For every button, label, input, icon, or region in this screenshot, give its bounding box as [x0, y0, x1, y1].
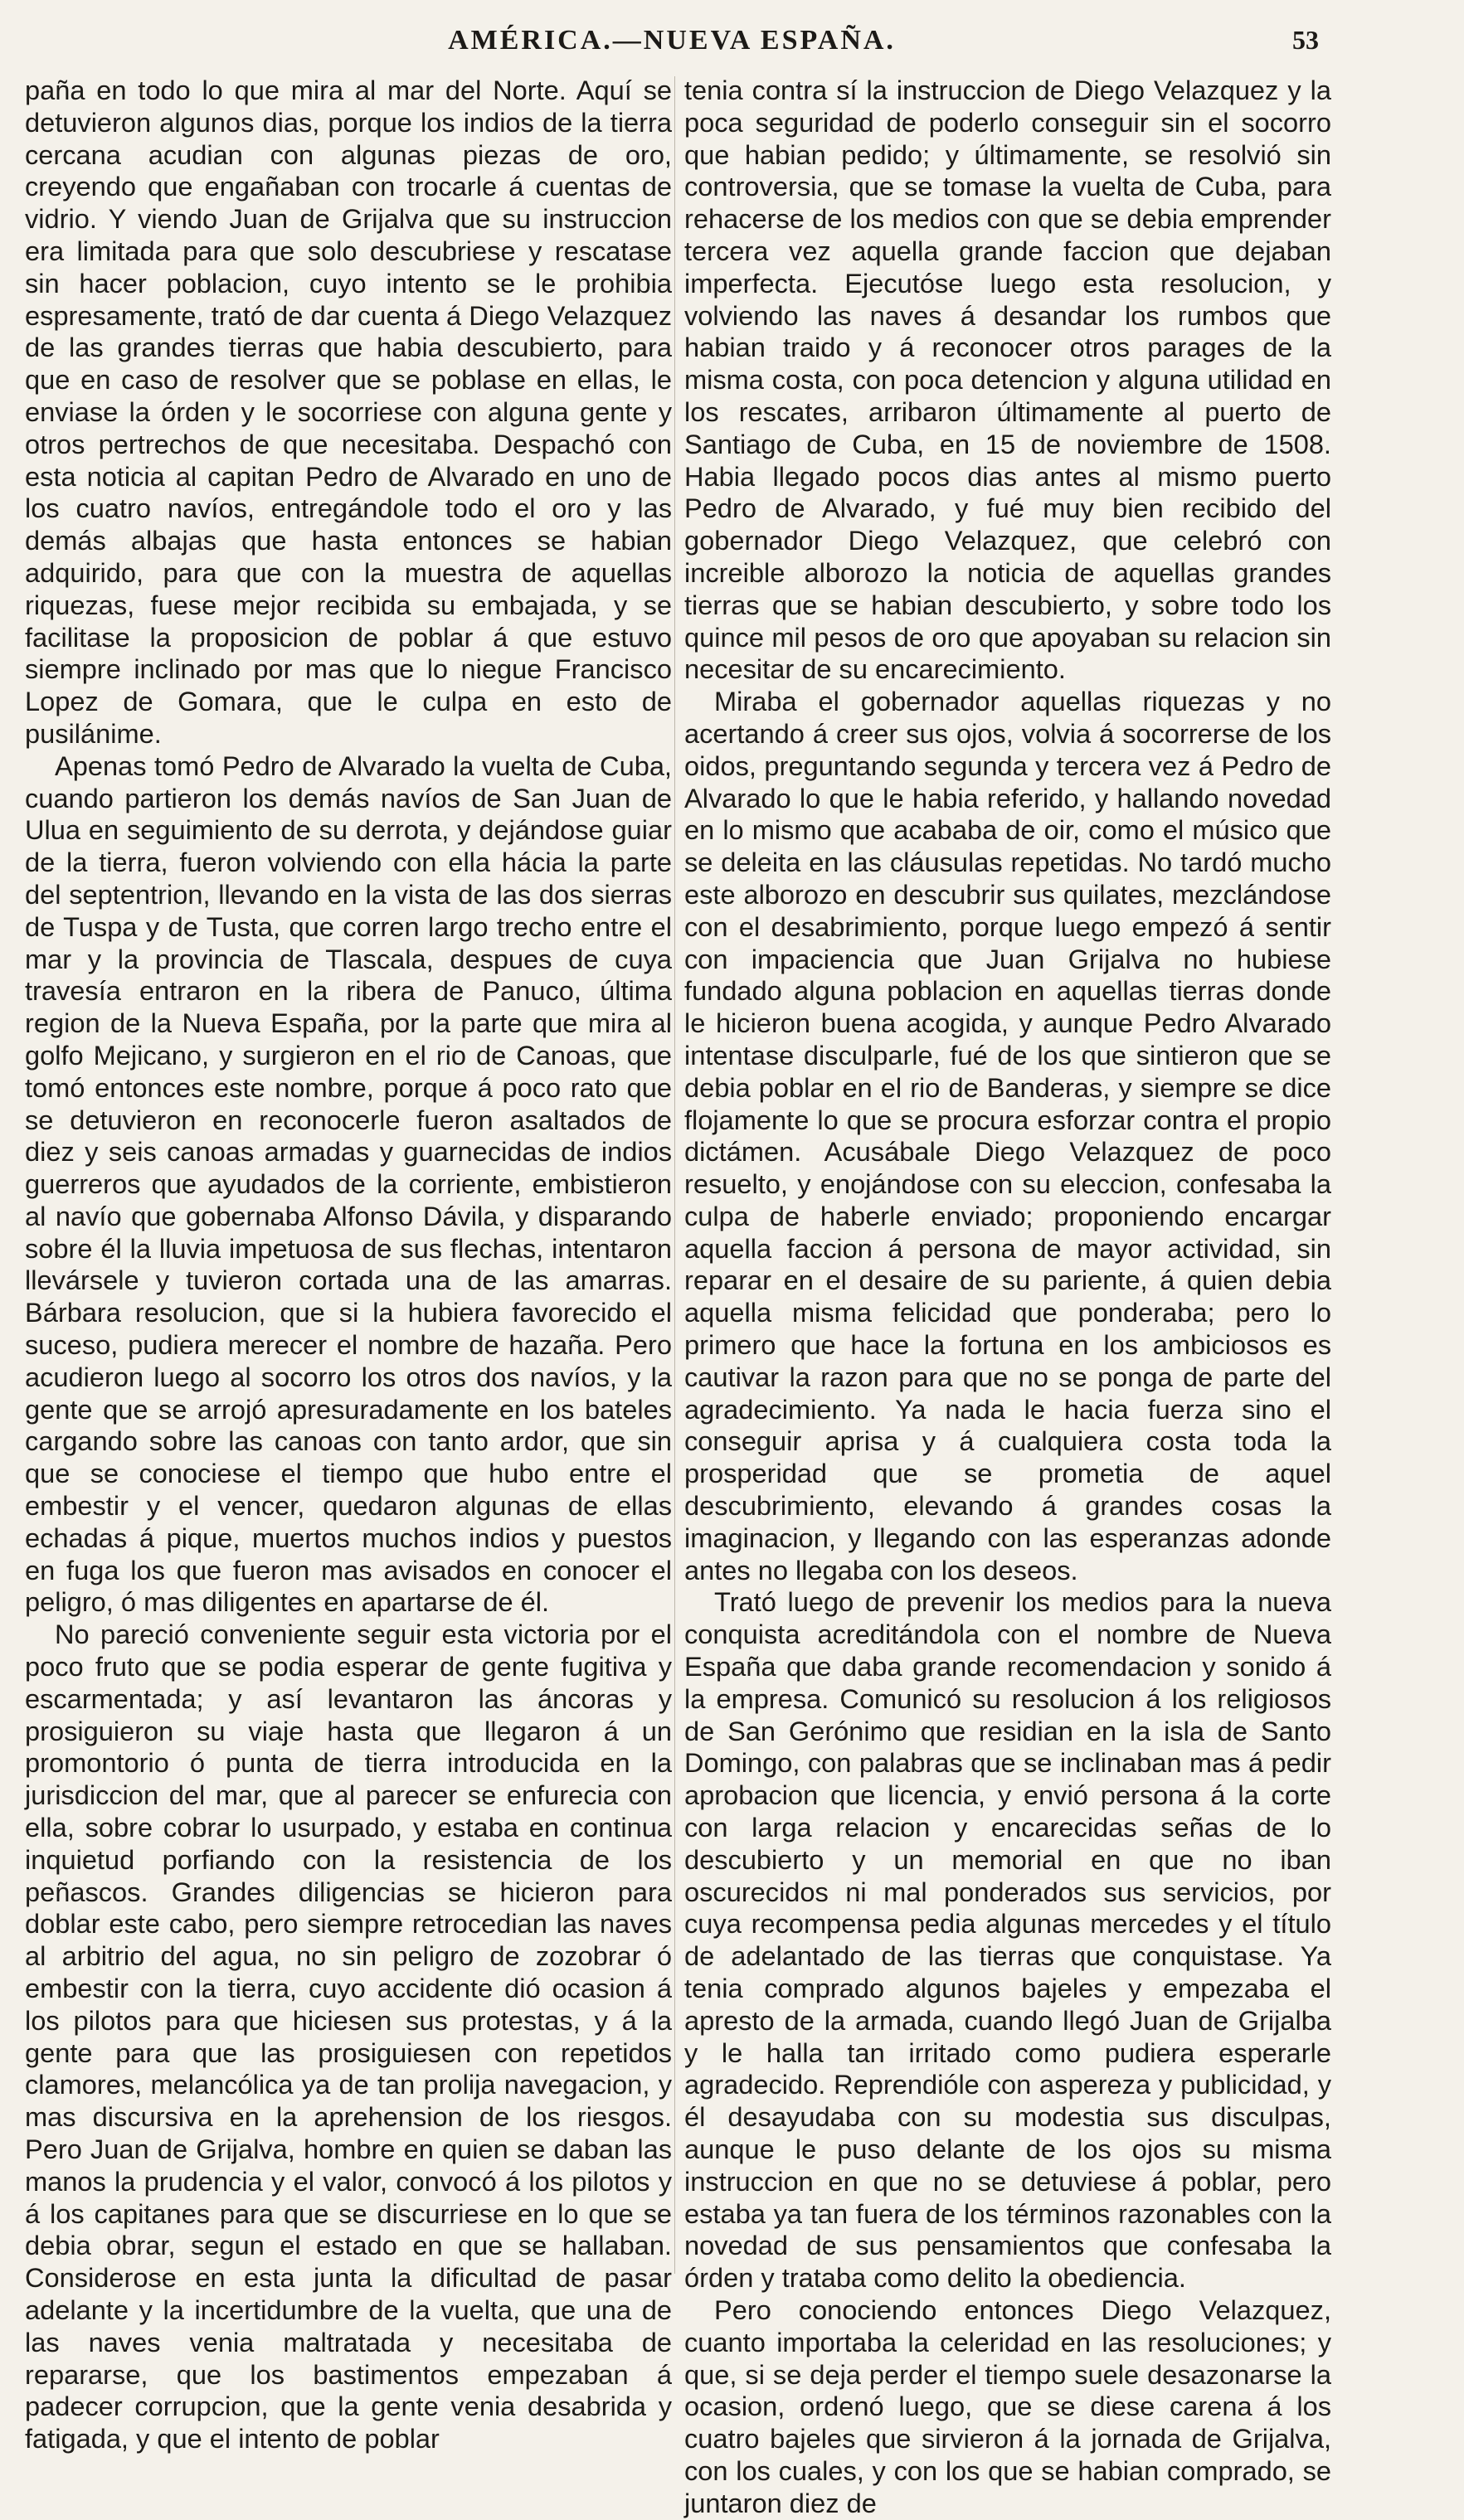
- left-column: [25, 75, 672, 2454]
- page-number: 53: [1292, 25, 1319, 55]
- paragraph: paña en todo lo que mira al mar del Norte. Aquí se detuvieron algunos dias, porque los indios de la tierra cercana acudian con algunas piezas de oro, creyendo que engañaban con trocarle á cuentas de vidrio. Y viendo Juan de Grijalva que su instruccion era limitada para que solo descubriese y rescatase sin hacer poblacion, cuyo intento se le prohibia espresamente, trató de dar cuenta á Diego Velazquez de las grandes tierras que habia descubierto, para que en caso de resolver que se poblase en ellas, le enviase la órden y le socorriese con alguna gente y otros pertrechos de que necesitaba. Despachó con esta noticia al capitan Pedro de Alvarado en uno de los cuatro navíos, entregándole todo el oro y las demás albajas que hasta entonces se habian adquirido, para que con la muestra de aquellas riquezas, fuese mejor recibida su embajada, y se facilitase la proposicion de poblar á que estuvo siempre inclinado por mas que lo niegue Francisco Lopez de Gomara, que le culpa en esto de pusilánime.: [25, 75, 672, 749]
- running-head: AMÉRICA.—NUEVA ESPAÑA.: [448, 25, 896, 56]
- column-divider: [674, 76, 675, 2274]
- paragraph: Apenas tomó Pedro de Alvarado la vuelta de Cuba, cuando partieron los demás navíos de San Juan de Ulua en seguimiento de su derrota, y dejándose guiar de la tierra, fueron volviendo con ella hácia la parte del septentrion, llevando en la vista de las dos sierras de Tuspa y de Tusta, que corren largo trecho entre el mar y la provincia de Tlascala, despues de cuya travesía entraron en la ribera de Panuco, última region de la Nueva España, por la parte que mira al golfo Mejicano, y surgieron en el rio de Canoas, que tomó entonces este nombre, porque á poco rato que se detuvieron en reconocerle fueron asaltados de diez y seis canoas armadas y guarnecidas de indios guerreros que ayudados de la corriente, embistieron al navío que gobernaba Alfonso Dávila, y disparando sobre él la lluvia impetuosa de sus flechas, intentaron llevársele y tuvieron cortada una de las amarras. Bárbara resolucion, que si la hubiera favorecido el suceso, pudiera merecer el nombre de hazaña. Pero acudieron luego al socorro los otros dos navíos, y la gente que se arrojó apresuradamente en los bateles cargando sobre las canoas con tanto ardor, que sin que se conociese el tiempo que hubo entre el embestir y el vencer, quedaron algunas de ellas echadas á pique, muertos muchos indios y puestos en fuga los que fueron mas avisados en conocer el peligro, ó mas diligentes en apartarse de él.: [25, 750, 672, 1618]
- paragraph: Pero conociendo entonces Diego Velazquez, cuanto importaba la celeridad en las resoluciones; y que, si se deja perder el tiempo suele desazonarse la ocasion, ordenó luego, que se diese carena á los cuatro bajeles que sirvieron á la jornada de Grijalva, con los cuales, y con los que se habian comprado, se juntaron diez de: [684, 2294, 1331, 2518]
- paragraph: Trató luego de prevenir los medios para la nueva conquista acreditándola con el nombre de Nueva España que daba grande recomendacion y sonido á la empresa. Comunicó su resolucion á los religiosos de San Gerónimo que residian en la isla de Santo Domingo, con palabras que se inclinaban mas á pedir aprobacion que licencia, y envió persona á la corte con larga relacion y encarecidas señas de lo descubierto y un memorial en que no iban oscurecidos ni mal ponderados sus servicios, por cuya recompensa pedia algunas mercedes y el título de adelantado de las tierras que conquistase. Ya tenia comprado algunos bajeles y empezaba el apresto de la armada, cuando llegó Juan de Grijalba y le halla tan irritado como pudiera esperarle agradecido. Reprendióle con aspereza y publicidad, y él desayudaba con su modestia sus disculpas, aunque le puso delante de los ojos su misma instruccion en que no se detuviese á poblar, pero estaba ya tan fuera de los términos razonables con la novedad de sus pensamientos que confesaba la órden y trataba como delito la obediencia.: [684, 1586, 1331, 2294]
- paragraph: Miraba el gobernador aquellas riquezas y no acertando á creer sus ojos, volvia á socorrerse de los oidos, preguntando segunda y tercera vez á Pedro de Alvarado lo que le habia referido, y hallando novedad en lo mismo que acababa de oir, como el músico que se deleita en las cláusulas repetidas. No tardó mucho este alborozo en descubrir sus quilates, mezclándose con el desabrimiento, porque luego empezó á sentir con impaciencia que Juan Grijalva no hubiese fundado alguna poblacion en aquellas tierras donde le hicieron buena acogida, y aunque Pedro Alvarado intentase disculparle, fué de los que sintieron que se debia poblar en el rio de Banderas, y siempre se dice flojamente lo que se procura esforzar contra el propio dictámen. Acusábale Diego Velazquez de poco resuelto, y enojándose con su eleccion, confesaba la culpa de haberle enviado; proponiendo encargar aquella faccion á persona de mayor actividad, sin reparar en el desaire de su pariente, á quien debia aquella misma felicidad que ponderaba; pero lo primero que hace la fortuna en los ambiciosos es cautivar la razon para que no se ponga de parte del agradecimiento. Ya nada le hacia fuerza sino el conseguir aprisa y á cualquiera costa toda la prosperidad que se prometia de aquel descubrimiento, elevando á grandes cosas la imaginacion, y llegando con las esperanzas adonde antes no llegaba con los deseos.: [684, 686, 1331, 1585]
- paragraph: tenia contra sí la instruccion de Diego Velazquez y la poca seguridad de poderlo conseguir sin el socorro que habian pedido; y últimamente, se resolvió sin controversia, que se tomase la vuelta de Cuba, para rehacerse de los medios con que se debia emprender tercera vez aquella grande faccion que dejaban imperfecta. Ejecutóse luego esta resolucion, y volviendo las naves á desandar los rumbos que habian traido y á reconocer otros parages de la misma costa, con poca detencion y alguna utilidad en los rescates, arribaron últimamente al puerto de Santiago de Cuba, en 15 de noviembre de 1508. Habia llegado pocos dias antes al mismo puerto Pedro de Alvarado, y fué muy bien recibido del gobernador Diego Velazquez, que celebró con increible alborozo la noticia de aquellas grandes tierras que se habian descubierto, y sobre todo los quince mil pesos de oro que apoyaban su relacion sin necesitar de su encarecimiento.: [684, 75, 1331, 685]
- page-header: [25, 25, 1319, 63]
- right-column: [684, 75, 1331, 2518]
- paragraph: No pareció conveniente seguir esta victoria por el poco fruto que se podia esperar de gente fugitiva y escarmentada; y así levantaron las áncoras y prosiguieron su viaje hasta que llegaron á un promontorio ó punta de tierra introducida en la jurisdiccion del mar, que al parecer se enfurecia con ella, sobre cobrar lo usurpado, y estaba en continua inquietud porfiando con la resistencia de los peñascos. Grandes diligencias se hicieron para doblar este cabo, pero siempre retrocedian las naves al arbitrio del agua, no sin peligro de zozobrar ó embestir con la tierra, cuyo accidente dió ocasion á los pilotos para que hiciesen sus protestas, y á la gente para que las prosiguiesen con repetidos clamores, melancólica ya de tan prolija navegacion, y mas discursiva en la aprehension de los riesgos. Pero Juan de Grijalva, hombre en quien se daban las manos la prudencia y el valor, convocó á los pilotos y á los capitanes para que se discurriese en lo que se debia obrar, segun el estado en que se hallaban. Considerose en esta junta la dificultad de pasar adelante y la incertidumbre de la vuelta, que una de las naves venia maltratada y necesitaba de repararse, que los bastimentos empezaban á padecer corrupcion, que la gente venia desabrida y fatigada, y que el intento de poblar: [25, 1619, 672, 2454]
